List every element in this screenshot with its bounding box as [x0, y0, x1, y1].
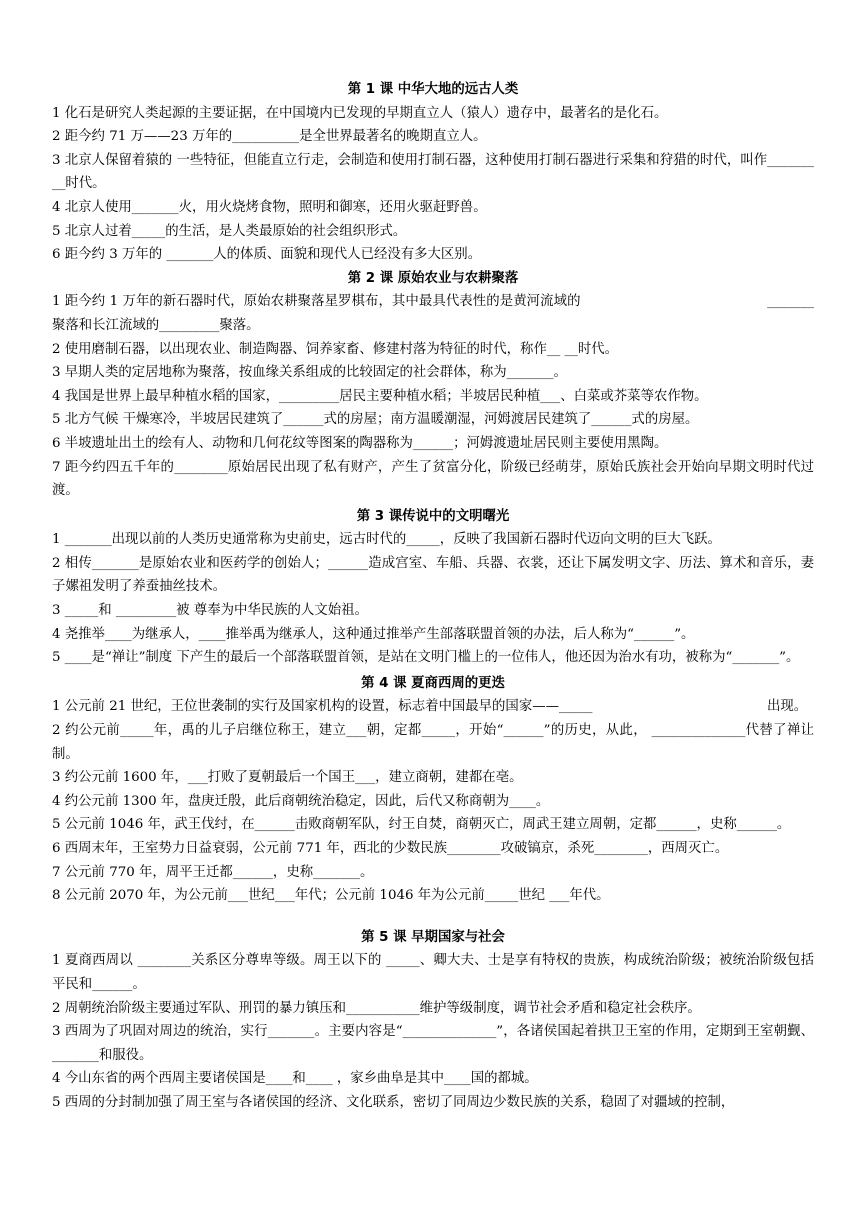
lesson-5-item-5: 5 西周的分封制加强了周王室与各诸侯国的经济、文化联系，密切了同周边少数民族的关系，稳固了对疆域的控制，	[52, 1094, 735, 1110]
lesson-2	[52, 267, 814, 503]
lesson-2-item-5: 5 北方气候 干燥寒冷，半坡居民建筑了______式的房屋；南方温暖潮湿，河姆渡居民建筑了______式的房屋。	[52, 412, 699, 428]
lesson-1-item-1: 1 化石是研究人类起源的主要证据，在中国境内已发现的早期直立人（猿人）遗存中，最著名的是化石。	[52, 105, 668, 121]
lesson-3-item-5: 5 ____是“禅让”制度 下产生的最后一个部落联盟首领，是站在文明门槛上的一位伟人，他还因为治水有功，被称为“_______”。	[52, 650, 800, 666]
lesson-4	[52, 672, 814, 908]
lesson-2-item-3: 3 早期人类的定居地称为聚落，按血缘关系组成的比较固定的社会群体，称为_______。	[52, 365, 567, 381]
lesson-1-item-2: 2 距今约 71 万——23 万年的__________是全世界最著名的晚期直立人。	[52, 129, 487, 145]
lesson-4-item-4: 4 约公元前 1300 年，盘庚迁殷，此后商朝统治稳定，因此，后代又称商朝为____。	[52, 793, 550, 809]
lesson-4-item-7: 7 公元前 770 年，周平王迁都______，史称_______。	[52, 864, 374, 880]
lesson-3	[52, 505, 814, 670]
lesson-2-item-4: 4 我国是世界上最早种植水稻的国家，_________居民主要种植水稻；半坡居民种植___、白菜或芥菜等农作物。	[52, 388, 708, 404]
lesson-2-item-6: 6 半坡遗址出土的绘有人、动物和几何花纹等图案的陶器称为______；河姆渡遗址居民则主要使用黑陶。	[52, 435, 668, 451]
lesson-4-item-2: 2 约公元前_____年，禹的儿子启继位称王，建立___朝，定都_____，开始“______”的历史，从此， ______________代替了禅让制。	[52, 723, 814, 762]
lesson-1-item-6: 6 距今约 3 万年的 _______人的体质、面貌和现代人已经没有多大区别。	[52, 247, 482, 263]
lesson-4-item-3: 3 约公元前 1600 年，___打败了夏朝最后一个国王___，建立商朝，建都在亳。	[52, 770, 523, 786]
lesson-4-title: 第 4 课 夏商西周的更迭	[361, 675, 505, 691]
lesson-5-item-2: 2 周朝统治阶级主要通过军队、刑罚的暴力镇压和___________维护等级制度，调节社会矛盾和稳定社会秩序。	[52, 1000, 701, 1016]
lesson-5-item-4: 4 今山东省的两个西周主要诸侯国是____和____ ，家乡曲阜是其中____国的都城。	[52, 1071, 538, 1087]
lesson-3-item-3: 3 _____和 _________被 尊奉为中华民族的人文始祖。	[52, 603, 368, 619]
lesson-1	[52, 78, 814, 267]
lesson-1-item-5: 5 北京人过着_____的生活，是人类最原始的社会组织形式。	[52, 223, 407, 239]
lesson-1-item-3: 3 北京人保留着猿的 一些特征，但能直立行走，会制造和使用打制石器，这种使用打制石器进行采集和狩猎的时代，叫作_________时代。	[52, 152, 814, 192]
lesson-3-item-1: 1 _______出现以前的人类历史通常称为史前史，远古时代的_____，反映了我国新石器时代迈向文明的巨大飞跃。	[52, 532, 721, 548]
lesson-5-item-1: 1 夏商西周以 ________关系区分尊卑等级。周王以下的 _____、卿大夫、士是享有特权的贵族，构成统治阶级；被统治阶级包括平民和______。	[52, 953, 814, 992]
lesson-4-item-1: 1 公元前 21 世纪，王位世袭制的实行及国家机构的设置，标志着中国最早的国家——_____ 出现。	[52, 699, 808, 715]
lesson-4-item-6: 6 西周末年，王室势力日益衰弱，公元前 771 年，西北的少数民族________攻破镐京，杀死________，西周灭亡。	[52, 841, 729, 856]
lesson-5	[52, 926, 814, 1115]
lesson-3-item-2: 2 相传_______是原始农业和医药学的创始人；______造成宫室、车船、兵器、衣裳，还让下属发明文字、历法、算术和音乐，妻子嫘祖发明了养蚕抽丝技术。	[52, 555, 814, 595]
lesson-3-item-4: 4 尧推举____为继承人，____推举禹为继承人，这种通过推举产生部落联盟首领的办法，后人称为“______”。	[52, 626, 695, 642]
lesson-4-item-8: 8 公元前 2070 年，为公元前___世纪___年代；公元前 1046 年为公元前_____世纪 ___年代。	[52, 888, 610, 904]
lesson-2-item-7: 7 距今约四五千年的________原始居民出现了私有财产，产生了贫富分化，阶级已经萌芽，原始氏族社会开始向早期文明时代过渡。	[52, 459, 814, 499]
lesson-2-item-1: 1 距今约 1 万年的新石器时代，原始农耕聚落星罗棋布，其中最具代表性的是黄河流域的 _______聚落和长江流域的_________聚落。	[52, 294, 814, 333]
lesson-2-title: 第 2 课 原始农业与农耕聚落	[347, 270, 519, 286]
lesson-4-item-5: 5 公元前 1046 年，武王伐纣，在______击败商朝军队，纣王自焚，商朝灭亡，周武王建立周朝，定都______，史称______。	[52, 817, 791, 833]
lesson-5-item-3: 3 西周为了巩固对周边的统治，实行_______。主要内容是“______________”，各诸侯国起着拱卫王室的作用，定期到王室朝觐、_______和服役。	[52, 1024, 814, 1063]
lesson-1-title: 第 1 课 中华大地的远古人类	[347, 82, 519, 97]
lesson-3-title: 第 3 课传说中的文明曙光	[356, 508, 510, 524]
lesson-5-title: 第 5 课 早期国家与社会	[361, 929, 505, 945]
lesson-2-item-2: 2 使用磨制石器，以出现农业、制造陶器、饲养家畜、修建村落为特征的时代，称作__ __时代。	[52, 341, 619, 357]
lesson-1-item-4: 4 北京人使用_______火，用火烧烤食物，照明和御寒，还用火驱赶野兽。	[52, 199, 487, 215]
